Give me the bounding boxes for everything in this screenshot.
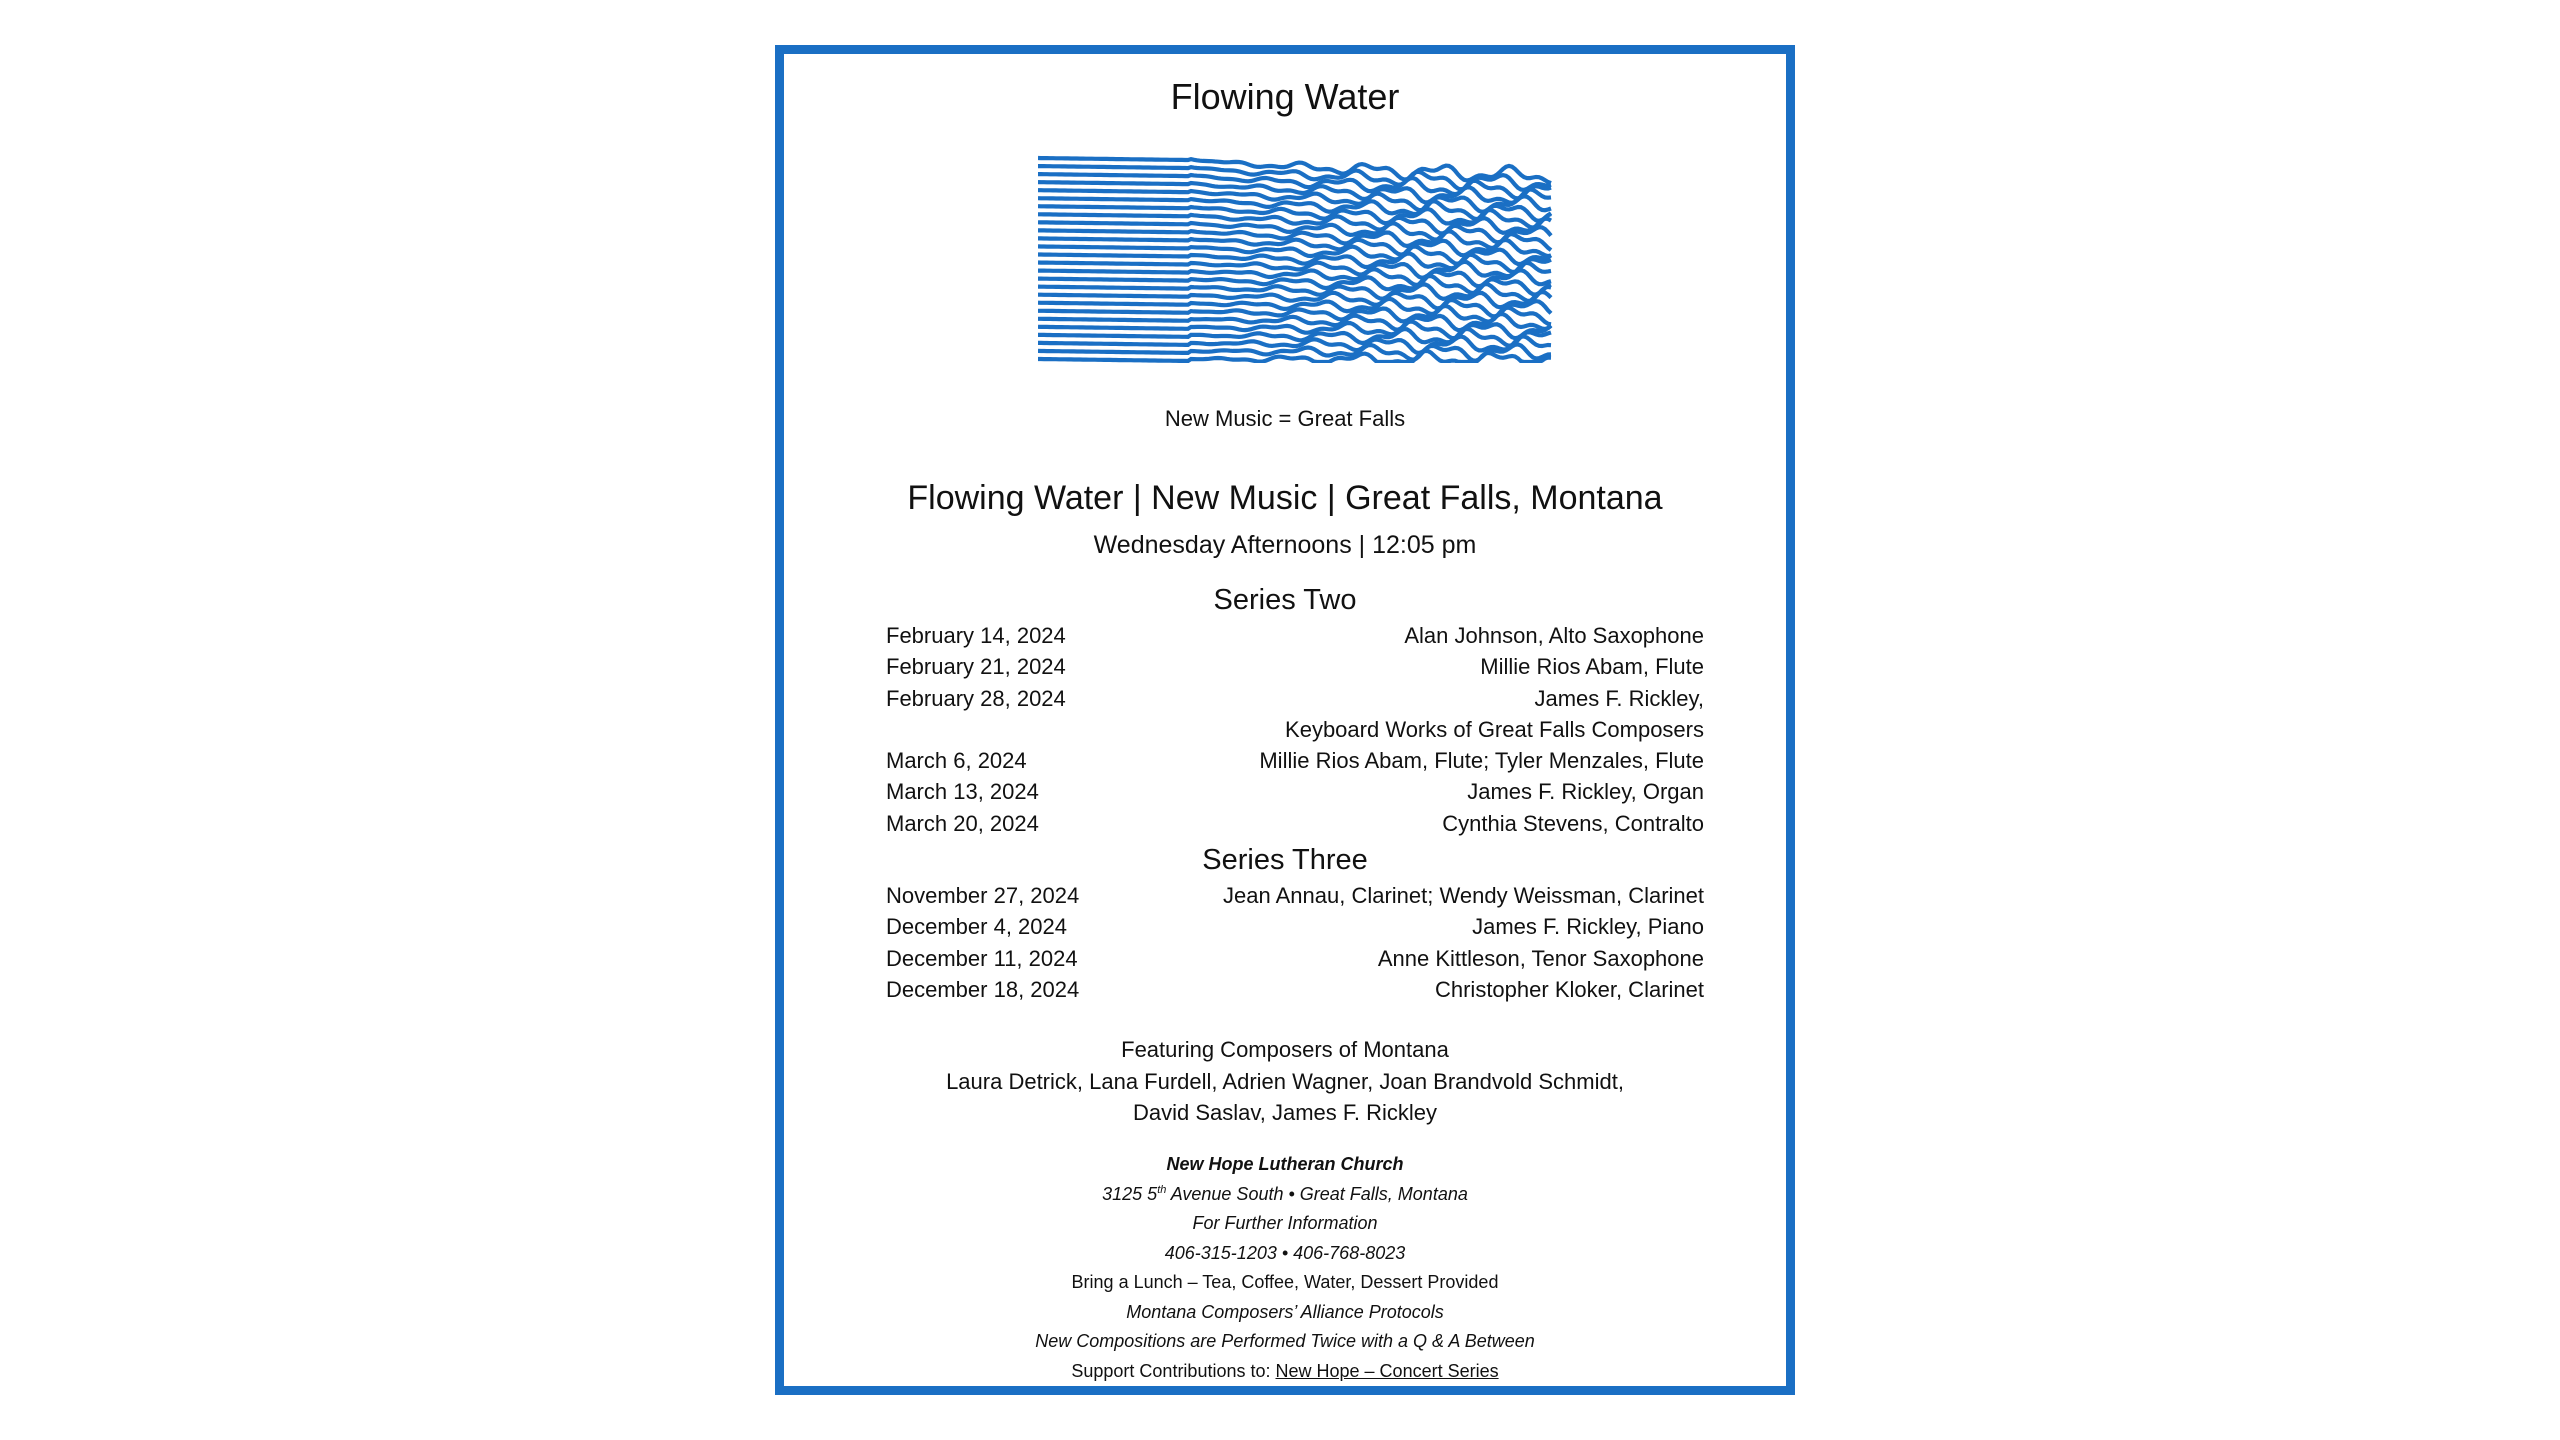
schedule-row xyxy=(886,745,1704,776)
schedule-performer: Millie Rios Abam, Flute; Tyler Menzales, Flute xyxy=(1259,748,1704,774)
series-three-title: Series Three xyxy=(1202,844,1368,876)
series-three-schedule xyxy=(886,880,1704,1005)
schedule-row xyxy=(886,714,1704,745)
schedule-row xyxy=(886,808,1704,839)
series-two-title: Series Two xyxy=(1213,584,1357,616)
schedule-date: December 4, 2024 xyxy=(886,914,1067,940)
featuring-title: Featuring Composers of Montana xyxy=(1121,1037,1449,1062)
poster-title: Flowing Water xyxy=(1170,76,1400,117)
schedule-date: December 11, 2024 xyxy=(886,945,1078,971)
schedule-date: February 14, 2024 xyxy=(886,623,1066,648)
concert-series-heading: Flowing Water | New Music | Great Falls, Montana xyxy=(907,479,1663,517)
venue-address xyxy=(784,1180,1786,1210)
info-label: For Further Information xyxy=(1192,1213,1378,1233)
schedule-performer: Anne Kittleson, Tenor Saxophone xyxy=(1377,945,1704,971)
lunch-note: Bring a Lunch – Tea, Coffee, Water, Dessert Provided xyxy=(1071,1272,1499,1292)
support-label: Support Contributions to: xyxy=(1071,1360,1276,1381)
featuring-names-line2: David Saslav, James F. Rickley xyxy=(1132,1100,1437,1125)
venue-footer xyxy=(784,1150,1786,1386)
schedule-performer: Millie Rios Abam, Flute xyxy=(1480,654,1704,680)
schedule-row xyxy=(886,911,1704,942)
schedule-performer: James F. Rickley, Piano xyxy=(1472,914,1704,940)
schedule-row xyxy=(886,943,1704,974)
schedule-performer: Keyboard Works of Great Falls Composers xyxy=(1285,716,1704,742)
venue-name: New Hope Lutheran Church xyxy=(1166,1154,1404,1174)
schedule-date: December 18, 2024 xyxy=(886,976,1080,1002)
featured-composers xyxy=(784,1034,1786,1129)
support-link[interactable]: New Hope – Concert Series xyxy=(1275,1360,1499,1381)
schedule-date: March 13, 2024 xyxy=(886,779,1039,805)
concert-poster xyxy=(775,45,1795,1395)
support-line xyxy=(784,1357,1786,1387)
address-suffix: th xyxy=(1157,1183,1167,1196)
schedule-row xyxy=(886,683,1704,714)
concert-time: Wednesday Afternoons | 12:05 pm xyxy=(1093,531,1477,559)
phone-numbers: 406-315-1203 • 406-768-8023 xyxy=(1164,1242,1406,1263)
poster-tagline: New Music = Great Falls xyxy=(1164,406,1406,431)
schedule-row xyxy=(886,620,1704,651)
schedule-date: February 21, 2024 xyxy=(886,654,1066,680)
address-number: 3125 5 xyxy=(1102,1183,1158,1204)
schedule-performer: James F. Rickley, xyxy=(1534,685,1704,711)
schedule-row xyxy=(886,880,1704,911)
schedule-row xyxy=(886,974,1704,1005)
schedule-row xyxy=(886,776,1704,807)
schedule-row xyxy=(886,651,1704,682)
featuring-names-line1: Laura Detrick, Lana Furdell, Adrien Wagner, Joan Brandvold Schmidt, xyxy=(946,1068,1624,1094)
schedule-date: March 20, 2024 xyxy=(886,810,1039,836)
address-street: Avenue South • Great Falls, Montana xyxy=(1166,1183,1468,1204)
schedule-performer: Jean Annau, Clarinet; Wendy Weissman, Clarinet xyxy=(1223,883,1704,908)
wave-stripe xyxy=(1038,198,1551,221)
series-two-schedule xyxy=(886,620,1704,839)
schedule-date: March 6, 2024 xyxy=(886,748,1027,774)
schedule-performer: Alan Johnson, Alto Saxophone xyxy=(1404,623,1704,648)
schedule-date: November 27, 2024 xyxy=(886,883,1080,908)
wave-stripe xyxy=(1038,166,1551,190)
protocols-note: Montana Composers’ Alliance Protocols xyxy=(1126,1301,1444,1322)
schedule-performer: James F. Rickley, Organ xyxy=(1467,779,1704,805)
flowing-water-wave-art-icon xyxy=(1038,154,1553,363)
schedule-performer: Christopher Kloker, Clarinet xyxy=(1434,976,1704,1002)
schedule-date: February 28, 2024 xyxy=(886,685,1066,711)
schedule-performer: Cynthia Stevens, Contralto xyxy=(1442,810,1704,836)
performed-note: New Compositions are Performed Twice with a Q & A Between xyxy=(1035,1331,1535,1351)
